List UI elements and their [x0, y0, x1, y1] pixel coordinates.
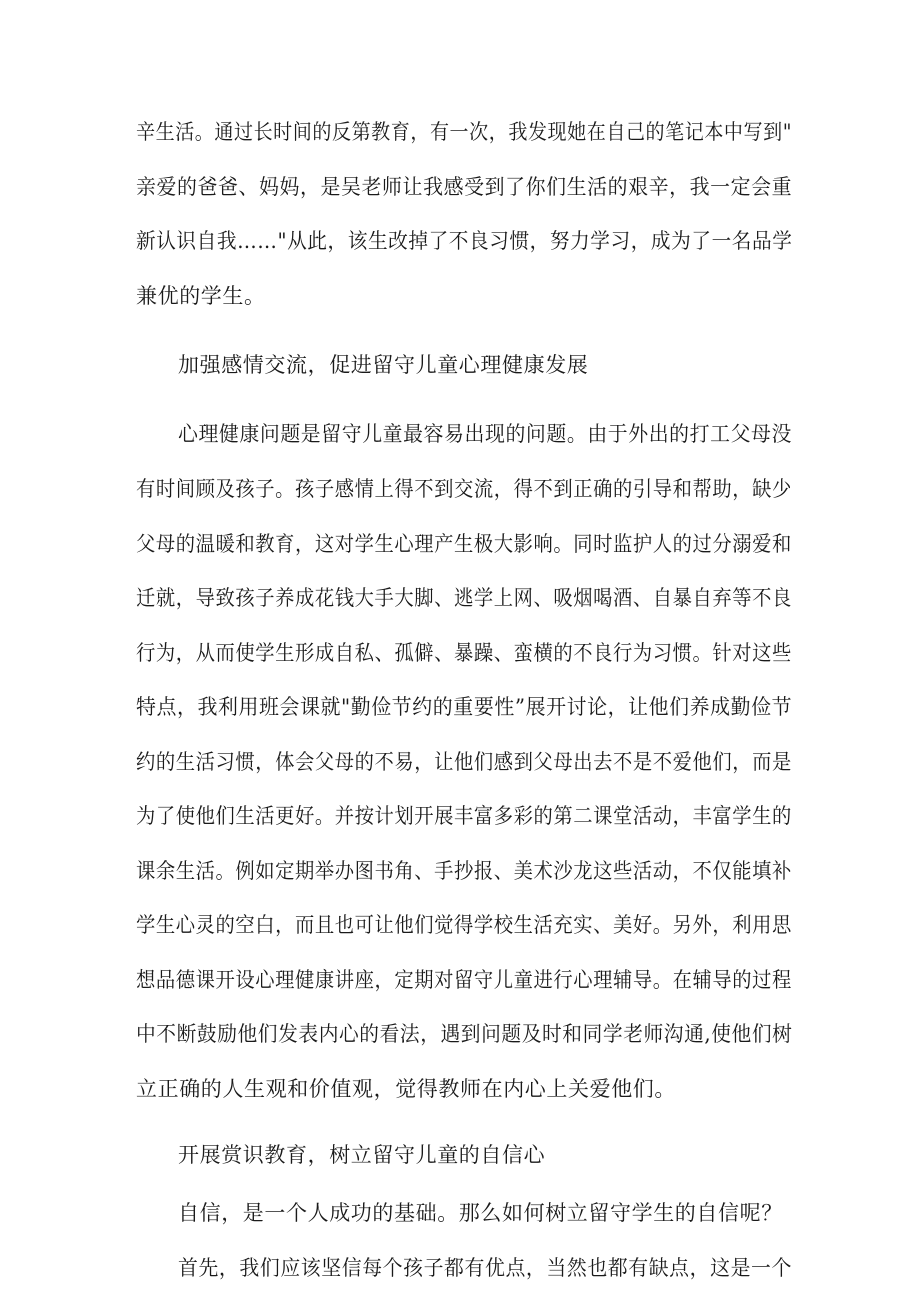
paragraph-2-line: 想品德课开设心理健康讲座，定期对留守儿童进行心理辅导。在辅导的过程	[136, 968, 792, 992]
paragraph-2-line: 课余生活。例如定期举办图书角、手抄报、美术沙龙这些活动，不仅能填补	[136, 859, 792, 883]
paragraph-1-line: 亲爱的爸爸、妈妈，是吴老师让我感受到了你们生活的艰辛，我一定会重	[136, 175, 793, 199]
paragraph-1-line: 新认识自我……"从此，该生改掉了不良习惯，努力学习，成为了一名品学	[136, 229, 793, 253]
paragraph-3-line: 自信，是一个人成功的基础。那么如何树立留守学生的自信呢？	[178, 1201, 783, 1225]
paragraph-2-line: 行为，从而使学生形成自私、孤僻、暴躁、蛮横的不良行为习惯。针对这些	[136, 641, 792, 665]
paragraph-2-line: 父母的温暖和教育，这对学生心理产生极大影响。同时监护人的过分溺爱和	[136, 532, 792, 556]
paragraph-2-line: 为了使他们生活更好。并按计划开展丰富多彩的第二课堂活动，丰富学生的	[136, 804, 792, 828]
paragraph-2-line: 有时间顾及孩子。孩子感情上得不到交流，得不到正确的引导和帮助，缺少	[136, 477, 792, 501]
paragraph-1-line: 兼优的学生。	[136, 284, 266, 308]
section-heading: 开展赏识教育，树立留守儿童的自信心	[178, 1143, 546, 1167]
paragraph-2-line: 迁就，导致孩子养成花钱大手大脚、逃学上网、吸烟喝酒、自暴自弃等不良	[136, 586, 792, 610]
paragraph-1-line: 辛生活。通过长时间的反第教育，有一次，我发现她在自己的笔记本中写到"	[136, 120, 793, 144]
paragraph-2-line: 心理健康问题是留守儿童最容易出现的问题。由于外出的打工父母没	[178, 422, 792, 446]
paragraph-2-line: 约的生活习惯，体会父母的不易，让他们感到父母出去不是不爱他们，而是	[136, 750, 792, 774]
paragraph-4-line: 首先，我们应该坚信每个孩子都有优点，当然也都有缺点，这是一个	[178, 1256, 792, 1280]
paragraph-2-line: 特点，我利用班会课就"勤俭节约的重要性”展开讨论，让他们养成勤俭节	[136, 695, 793, 719]
section-heading: 加强感情交流，促进留守儿童心理健康发展	[178, 353, 589, 377]
paragraph-2-line: 学生心灵的空白，而且也可让他们觉得学校生活充实、美好。另外，利用思	[136, 913, 792, 937]
paragraph-2-line: 中不断鼓励他们发表内心的看法，遇到问题及时和同学老师沟通,使他们树	[136, 1022, 793, 1046]
paragraph-2-line: 立正确的人生观和价值观，觉得教师在内心上关爱他们。	[136, 1077, 676, 1101]
